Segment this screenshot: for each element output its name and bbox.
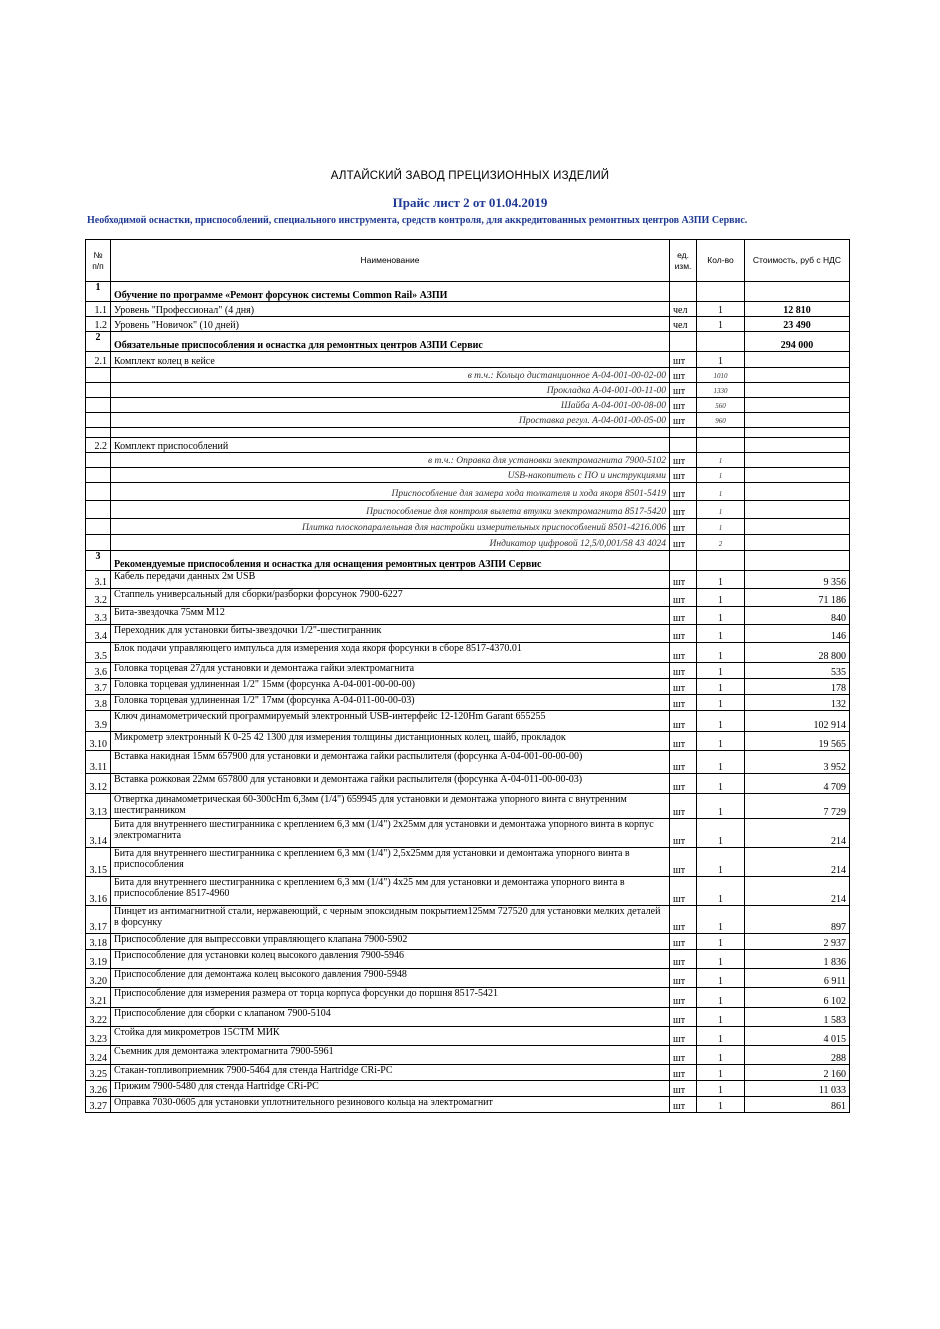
row-unit: чел [670,317,697,332]
table-row [86,794,850,819]
row-price: 861 [745,1097,850,1113]
row-unit: шт [670,1046,697,1065]
row-name: Бита для внутреннего шестигранника с креплением 6,3 мм (1/4") 2,5x25мм для установки и демонтажа упорного винта в приспособления [111,848,670,877]
row-unit: шт [670,877,697,906]
row-price: 71 186 [745,589,850,607]
row-qty: 2 [697,535,745,551]
row-price: 6 911 [745,969,850,988]
row-qty: 1010 [697,368,745,383]
row-unit: шт [670,794,697,819]
price-list-subtitle: Необходимой оснастки, приспособлений, специального инструмента, средств контроля, для аккредитованных ремонтных центров АЗПИ Сервис. [87,215,748,226]
row-price: 288 [745,1046,850,1065]
table-row [86,679,850,695]
row-qty: 1 [697,1065,745,1081]
col-header-unit: ед. изм. [670,240,697,282]
row-unit: шт [670,732,697,751]
row-unit: шт [670,383,697,398]
row-name: Приспособление для измерения размера от торца корпуса форсунки до поршня 8517-5421 [111,988,670,1008]
row-qty: 1 [697,352,745,368]
row-unit: шт [670,589,697,607]
row-name: Микрометр электронный К 0-25 42 1300 для измерения толщины дистанционных колец, шайб, прокладок [111,732,670,751]
row-price: 6 102 [745,988,850,1008]
row-num: 3.6 [86,663,111,679]
row-unit: шт [670,906,697,934]
row-qty: 1 [697,625,745,643]
row-qty: 1 [697,695,745,711]
section-num: 1 [86,282,111,302]
row-price: 535 [745,663,850,679]
row-unit: шт [670,519,697,535]
sub-name: Шайба А-04-001-00-08-00 [111,398,670,413]
row-qty: 1 [697,1081,745,1097]
row-num: 3.10 [86,732,111,751]
row-name: Головка торцевая удлиненная 1/2" 17мм (форсунка А-04-011-00-00-03) [111,695,670,711]
row-name: Приспособление для установки колец высокого давления 7900-5946 [111,950,670,969]
table-row [86,1065,850,1081]
row-unit: шт [670,1027,697,1046]
row-unit: шт [670,535,697,551]
row-unit: шт [670,848,697,877]
row-qty: 1 [697,453,745,468]
sub-name: Индикатор цифровой 12,5/0,001/58 43 4024 [111,535,670,551]
row-num: 3.11 [86,751,111,774]
row-qty: 1 [697,501,745,519]
row-price: 3 952 [745,751,850,774]
row-unit: шт [670,1065,697,1081]
table-row [86,950,850,969]
row-name: Бита для внутреннего шестигранника с креплением 6,3 мм (1/4") 4x25 мм для установки и демонтажа упорного винта в приспособление 8517-4960 [111,877,670,906]
row-unit: шт [670,607,697,625]
sub-row [86,413,850,428]
section-title: Рекомендуемые приспособления и оснастка для оснащения ремонтных центров АЗПИ Сервис [111,551,670,571]
row-qty: 1 [697,774,745,794]
company-name: АЛТАЙСКИЙ ЗАВОД ПРЕЦИЗИОННЫХ ИЗДЕЛИЙ [330,170,610,182]
sub-row [86,383,850,398]
sub-row [86,519,850,535]
table-row [86,589,850,607]
row-qty: 1 [697,819,745,848]
row-name: Бита-звездочка 75мм М12 [111,607,670,625]
sub-row [86,483,850,501]
section-num: 3 [86,551,111,571]
row-num: 3.15 [86,848,111,877]
row-qty: 1 [697,906,745,934]
row-qty: 1 [697,794,745,819]
row-qty: 1 [697,848,745,877]
row-price: 11 033 [745,1081,850,1097]
price-list-title: Прайс лист 2 от 01.04.2019 [392,195,548,210]
table-row [86,1046,850,1065]
table-row [86,906,850,934]
row-price: 132 [745,695,850,711]
row-name: Съемник для демонтажа электромагнита 7900-5961 [111,1046,670,1065]
sub-name: Прокладка А-04-001-00-11-00 [111,383,670,398]
row-price: 146 [745,625,850,643]
row-num: 3.5 [86,643,111,663]
row-qty: 1 [697,607,745,625]
row-qty: 1 [697,969,745,988]
row-num: 3.25 [86,1065,111,1081]
row-num: 3.22 [86,1008,111,1027]
row-num: 3.26 [86,1081,111,1097]
row-unit: шт [670,625,697,643]
section-title: Обучение по программе «Ремонт форсунок системы Common Rail» АЗПИ [111,282,670,302]
table-row [86,732,850,751]
row-num: 3.7 [86,679,111,695]
row-qty: 1 [697,877,745,906]
row-qty: 1 [697,519,745,535]
row-qty: 1 [697,950,745,969]
section-row [86,332,850,352]
row-price: 9 356 [745,571,850,589]
row-name: Приспособление для демонтажа колец высокого давления 7900-5948 [111,969,670,988]
row-price: 897 [745,906,850,934]
row-name: Стаппель универсальный для сборки/разборки форсунок 7900-6227 [111,589,670,607]
row-num: 3.16 [86,877,111,906]
row-num: 3.1 [86,571,111,589]
row-unit: шт [670,819,697,848]
row-price: 1 583 [745,1008,850,1027]
row-unit: шт [670,501,697,519]
row-unit: шт [670,934,697,950]
row-unit: шт [670,413,697,428]
table-row [86,438,850,453]
row-num: 3.13 [86,794,111,819]
col-header-num: № п/п [86,240,111,282]
row-price: 28 800 [745,643,850,663]
table-row [86,352,850,368]
table-header-row [86,240,850,282]
row-name: Блок подачи управляющего импульса для измерения хода якоря форсунки в сборе 8517-4370.01 [111,643,670,663]
row-num: 2.1 [86,352,111,368]
row-num: 3.14 [86,819,111,848]
row-unit: шт [670,1008,697,1027]
row-unit: шт [670,751,697,774]
row-unit: шт [670,663,697,679]
row-qty: 1 [697,589,745,607]
row-unit: шт [670,695,697,711]
sub-name: Приспособление для замера хода толкателя и хода якоря 8501-5419 [111,483,670,501]
row-qty: 1 [697,679,745,695]
row-num: 3.12 [86,774,111,794]
row-price: 214 [745,848,850,877]
sub-name: Приспособление для контроля вылета втулки электромагнита 8517-5420 [111,501,670,519]
row-unit: шт [670,774,697,794]
table-row [86,663,850,679]
row-qty: 1330 [697,383,745,398]
row-price: 12 810 [745,302,850,317]
row-name: Стойка для микрометров 15СТМ МИК [111,1027,670,1046]
row-name: Стакан-топливоприемник 7900-5464 для стенда Hartridge CRi-PC [111,1065,670,1081]
row-name: Вставка накидная 15мм 657900 для установки и демонтажа гайки распылителя (форсунка А-04-001-00-00-00) [111,751,670,774]
row-price: 19 565 [745,732,850,751]
table-row [86,1081,850,1097]
row-unit: шт [670,368,697,383]
row-num: 3.24 [86,1046,111,1065]
table-row [86,571,850,589]
table-row [86,751,850,774]
row-num: 3.20 [86,969,111,988]
table-row [86,1008,850,1027]
row-num: 3.19 [86,950,111,969]
row-qty: 960 [697,413,745,428]
sub-name: в т.ч.: Кольцо дистанционное А-04-001-00-02-00 [111,368,670,383]
row-qty: 560 [697,398,745,413]
row-price: 214 [745,819,850,848]
col-header-qty: Кол-во [697,240,745,282]
row-qty: 1 [697,571,745,589]
table-row [86,774,850,794]
row-num: 3.23 [86,1027,111,1046]
sub-row [86,368,850,383]
row-unit: шт [670,1081,697,1097]
row-num: 2.2 [86,438,111,453]
row-qty: 1 [697,751,745,774]
row-name: Пинцет из антимагнитной стали, нержавеющий, с черным эпоксидным покрытием125мм 727520 для установки мелких деталей в форсунку [111,906,670,934]
row-name: Комплект приспособлений [111,438,670,453]
row-unit: шт [670,352,697,368]
row-unit: шт [670,1097,697,1113]
price-table [85,239,850,1113]
row-num: 3.2 [86,589,111,607]
section-title: Обязательные приспособления и оснастка для ремонтных центров АЗПИ Сервис [111,332,670,352]
row-num: 3.21 [86,988,111,1008]
row-qty: 1 [697,1046,745,1065]
row-qty: 1 [697,934,745,950]
table-row [86,607,850,625]
sub-row [86,453,850,468]
row-unit: шт [670,468,697,483]
table-row [86,625,850,643]
table-row [86,1027,850,1046]
table-row [86,643,850,663]
table-row [86,302,850,317]
row-name: Ключ динамометрический программируемый электронный USB-интерфейс 12-120Hm Garant 655255 [111,711,670,732]
row-name: Прижим 7900-5480 для стенда Hartridge CRi-PC [111,1081,670,1097]
row-unit: шт [670,711,697,732]
row-num: 3.4 [86,625,111,643]
row-qty: 1 [697,711,745,732]
table-row [86,317,850,332]
row-price: 178 [745,679,850,695]
row-name: Уровень "Новичок" (10 дней) [111,317,670,332]
table-row [86,695,850,711]
sub-row [86,535,850,551]
sub-name: в т.ч.: Оправка для установки электромагнита 7900-5102 [111,453,670,468]
row-qty: 1 [697,483,745,501]
sub-row [86,501,850,519]
row-qty: 1 [697,1008,745,1027]
table-row [86,988,850,1008]
row-num: 3.17 [86,906,111,934]
col-header-name: Наименование [111,240,670,282]
row-price: 4 709 [745,774,850,794]
row-name: Головка торцевая удлиненная 1/2" 15мм (форсунка А-04-001-00-00-00) [111,679,670,695]
row-name: Оправка 7030-0605 для установки уплотнительного резинового кольца на электромагнит [111,1097,670,1113]
row-num: 3.8 [86,695,111,711]
sub-name: Проставка регул. А-04-001-00-05-00 [111,413,670,428]
row-num: 3.18 [86,934,111,950]
row-unit: шт [670,643,697,663]
row-num: 1.2 [86,317,111,332]
sub-name: USB-накопитель с ПО и инструкциями [111,468,670,483]
sub-row [86,468,850,483]
row-unit: шт [670,950,697,969]
row-price: 7 729 [745,794,850,819]
table-row [86,969,850,988]
row-qty: 1 [697,663,745,679]
row-num: 3.27 [86,1097,111,1113]
row-qty: 1 [697,988,745,1008]
row-qty: 1 [697,468,745,483]
row-name: Переходник для установки биты-звездочки 1/2"-шестигранник [111,625,670,643]
row-unit: шт [670,483,697,501]
row-unit: шт [670,453,697,468]
row-name: Уровень "Профессионал" (4 дня) [111,302,670,317]
row-unit: чел [670,302,697,317]
row-qty: 1 [697,302,745,317]
row-qty: 1 [697,732,745,751]
row-price: 23 490 [745,317,850,332]
sub-name: Плитка плоскопаралельная для настройки измерительных приспособлений 8501-4216.006 [111,519,670,535]
row-num: 3.9 [86,711,111,732]
row-name: Отвертка динамометрическая 60-300cHm 6,3мм (1/4") 659945 для установки и демонтажа упорного винта с внутренним шестигранником [111,794,670,819]
row-qty: 1 [697,643,745,663]
row-name: Головка торцевая 27для установки и демонтажа гайки электромагнита [111,663,670,679]
row-unit: шт [670,571,697,589]
row-price: 2 160 [745,1065,850,1081]
row-unit: шт [670,988,697,1008]
row-name: Вставка рожковая 22мм 657800 для установки и демонтажа гайки распылителя (форсунка А-04-011-00-00-03) [111,774,670,794]
table-row [86,711,850,732]
row-price: 102 914 [745,711,850,732]
section-row [86,551,850,571]
row-num: 1.1 [86,302,111,317]
col-header-price: Стоимость, руб с НДС [745,240,850,282]
row-unit: шт [670,398,697,413]
row-name: Приспособление для выпрессовки управляющего клапана 7900-5902 [111,934,670,950]
table-row [86,877,850,906]
section-num: 2 [86,332,111,352]
row-unit: шт [670,969,697,988]
row-price: 1 836 [745,950,850,969]
table-row [86,848,850,877]
section-row [86,282,850,302]
section-total: 294 000 [745,332,850,352]
row-qty: 1 [697,317,745,332]
row-name: Приспособление для сборки с клапаном 7900-5104 [111,1008,670,1027]
table-row [86,819,850,848]
row-price: 2 937 [745,934,850,950]
row-price: 4 015 [745,1027,850,1046]
row-name: Комплект колец в кейсе [111,352,670,368]
table-body [86,282,850,1113]
table-row [86,1097,850,1113]
row-name: Бита для внутреннего шестигранника с креплением 6,3 мм (1/4") 2x25мм для установки и демонтажа упорного винта в корпус электромагнита [111,819,670,848]
table-row [86,934,850,950]
row-num: 3.3 [86,607,111,625]
row-unit: шт [670,679,697,695]
sub-row [86,398,850,413]
row-qty: 1 [697,1097,745,1113]
row-price: 840 [745,607,850,625]
row-price: 214 [745,877,850,906]
row-name: Кабель передачи данных 2м USB [111,571,670,589]
spacer-row [86,428,850,438]
row-qty: 1 [697,1027,745,1046]
